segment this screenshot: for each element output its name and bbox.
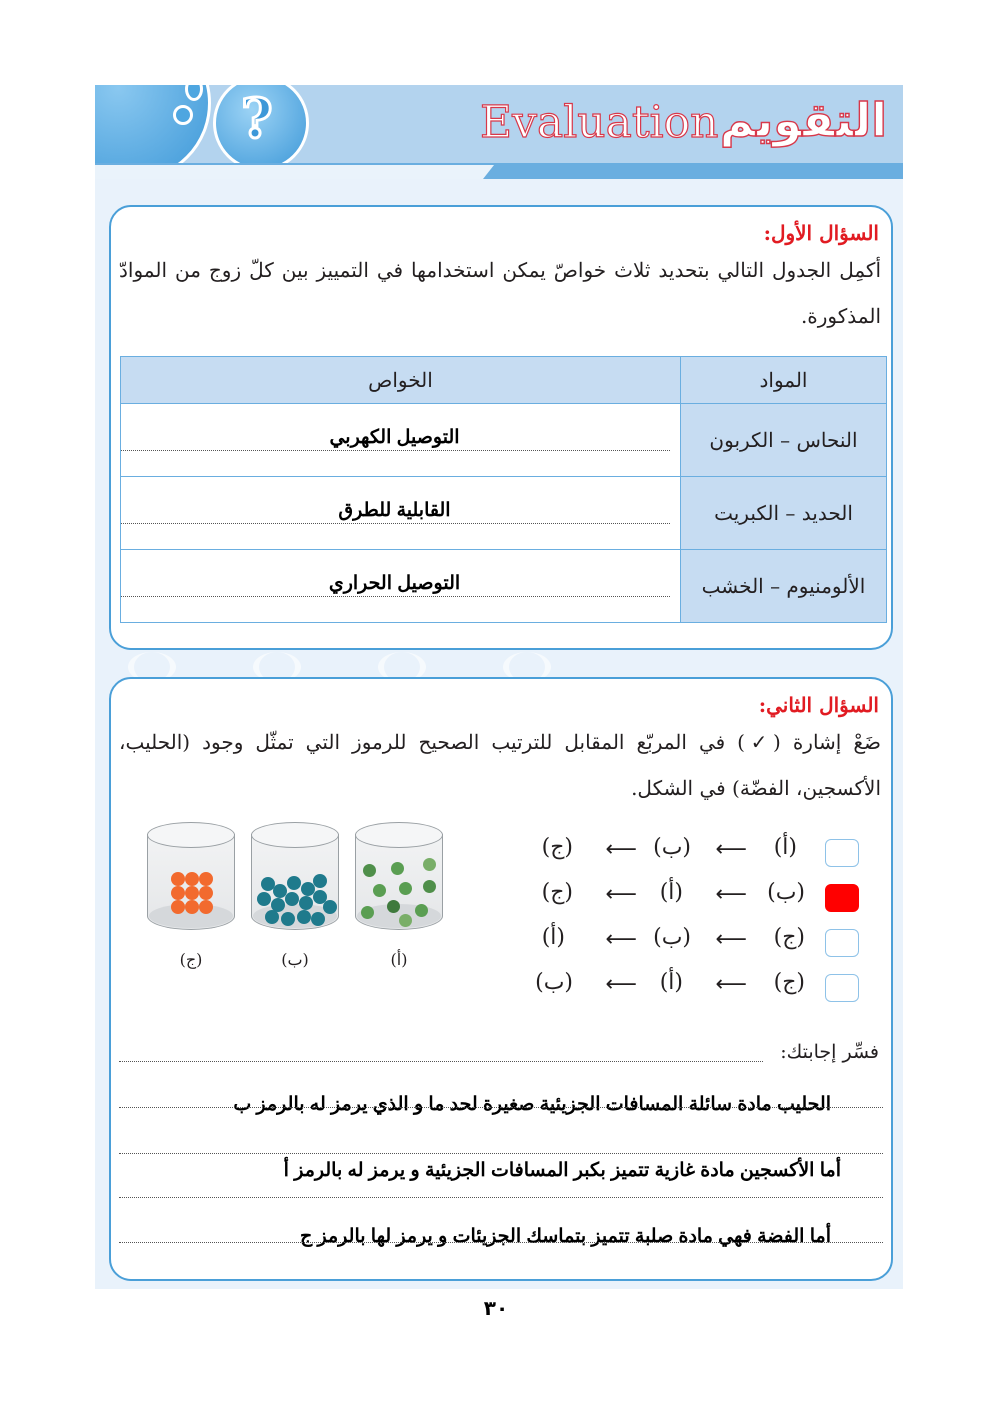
arrow-left-icon: ⟵ [715, 927, 747, 952]
materials-cell: الحديد – الكبريت [681, 477, 887, 550]
header-title-arabic: التقويم [719, 93, 887, 147]
property-answer-text: التوصيل الحراري [328, 573, 461, 594]
explanation-answer-line-2[interactable]: أما الأكسجين مادة غازية تتميز بكبر المسافات الجزيئية و يرمز له بالرمز أ [283, 1160, 841, 1181]
table-row [121, 477, 887, 550]
option-checkbox-checked[interactable] [825, 884, 859, 912]
option-symbol: (ب) [767, 880, 805, 905]
ordering-option-4 [519, 970, 859, 1004]
option-symbol: (ج) [773, 925, 805, 950]
beaker-liquid [251, 822, 341, 969]
column-header-materials: المواد [681, 357, 887, 404]
beaker-label: (ج) [179, 950, 203, 969]
property-answer-field[interactable] [121, 477, 681, 550]
dotted-answer-line [119, 1153, 883, 1154]
dotted-answer-line [119, 1197, 883, 1198]
option-symbol: (ج) [541, 880, 573, 905]
option-checkbox[interactable] [825, 929, 859, 957]
dotted-answer-line [119, 1061, 763, 1062]
option-symbol: (ج) [541, 835, 573, 860]
option-checkbox[interactable] [825, 974, 859, 1002]
option-symbol: (أ) [773, 835, 797, 860]
property-answer-text: التوصيل الكهربي [329, 427, 460, 448]
section-header [95, 85, 903, 165]
arrow-left-icon: ⟵ [715, 837, 747, 862]
beaker-label: (أ) [390, 950, 408, 969]
arrow-left-icon: ⟵ [715, 882, 747, 907]
arrow-left-icon: ⟵ [605, 927, 637, 952]
properties-table [120, 356, 887, 623]
property-answer-field[interactable] [121, 550, 681, 623]
beaker-label: (ب) [281, 950, 309, 969]
question-2-card [109, 677, 893, 1281]
ordering-option-1 [519, 835, 859, 869]
dotted-answer-line [119, 1107, 883, 1108]
header-divider [95, 163, 903, 165]
arrow-left-icon: ⟵ [715, 972, 747, 997]
option-symbol: (ب) [535, 970, 573, 995]
dotted-answer-line [121, 523, 670, 524]
option-symbol: (ب) [653, 925, 691, 950]
property-answer-field[interactable] [121, 404, 681, 477]
column-header-properties: الخواص [121, 357, 681, 404]
explanation-answer-line-1[interactable]: الحليب مادة سائلة المسافات الجزيئية صغيرة لحد ما و الذي يرمز له بالرمز ب [233, 1094, 831, 1115]
question-1-title: السؤال الأول: [763, 221, 879, 245]
dotted-answer-line [121, 450, 670, 451]
header-title-english: Evaluation [480, 97, 719, 148]
arrow-left-icon: ⟵ [605, 882, 637, 907]
explanation-answer-line-3[interactable]: أما الفضة فهي مادة صلبة تتميز بتماسك الجزيئات و يرمز لها بالرمز ج [299, 1226, 831, 1247]
table-header-row [121, 357, 887, 404]
materials-cell: النحاس – الكربون [681, 404, 887, 477]
materials-cell: الألومنيوم – الخشب [681, 550, 887, 623]
beaker-solid [147, 822, 237, 969]
option-symbol: (أ) [659, 970, 683, 995]
option-symbol: (ج) [773, 970, 805, 995]
bubble-decoration-icon [173, 105, 193, 125]
question-2-instruction: ضَعْ إشارة (✓) في المربّع المقابل للترتيب الصحيح للرموز التي تمثّل وجود (الحليب، الأكسجين، الفضّة) في الشكل. [119, 730, 881, 800]
option-checkbox[interactable] [825, 839, 859, 867]
explain-label: فسِّر إجابتك: [780, 1041, 879, 1063]
beaker-gas [355, 822, 445, 969]
dotted-answer-line [121, 596, 670, 597]
question-bubble-icon: ? [213, 85, 309, 165]
property-answer-text: القابلية للطرق [338, 500, 451, 521]
question-1-card [109, 205, 893, 650]
arrow-left-icon: ⟵ [605, 837, 637, 862]
option-symbol: (ب) [653, 835, 691, 860]
option-symbol: (أ) [541, 925, 565, 950]
option-symbol: (أ) [659, 880, 683, 905]
dotted-answer-line [119, 1242, 883, 1243]
header-stripe [95, 163, 903, 179]
page-number: ٣٠ [483, 1296, 509, 1320]
table-row [121, 404, 887, 477]
question-1-instruction: أكمِل الجدول التالي بتحديد ثلاث خواصّ يمكن استخدامها في التمييز بين كلّ زوج من الموادّ المذكورة. [119, 258, 881, 328]
arrow-left-icon: ⟵ [605, 972, 637, 997]
ordering-option-2 [519, 880, 859, 914]
question-2-title: السؤال الثاني: [758, 693, 879, 717]
table-row [121, 550, 887, 623]
ordering-option-3 [519, 925, 859, 959]
